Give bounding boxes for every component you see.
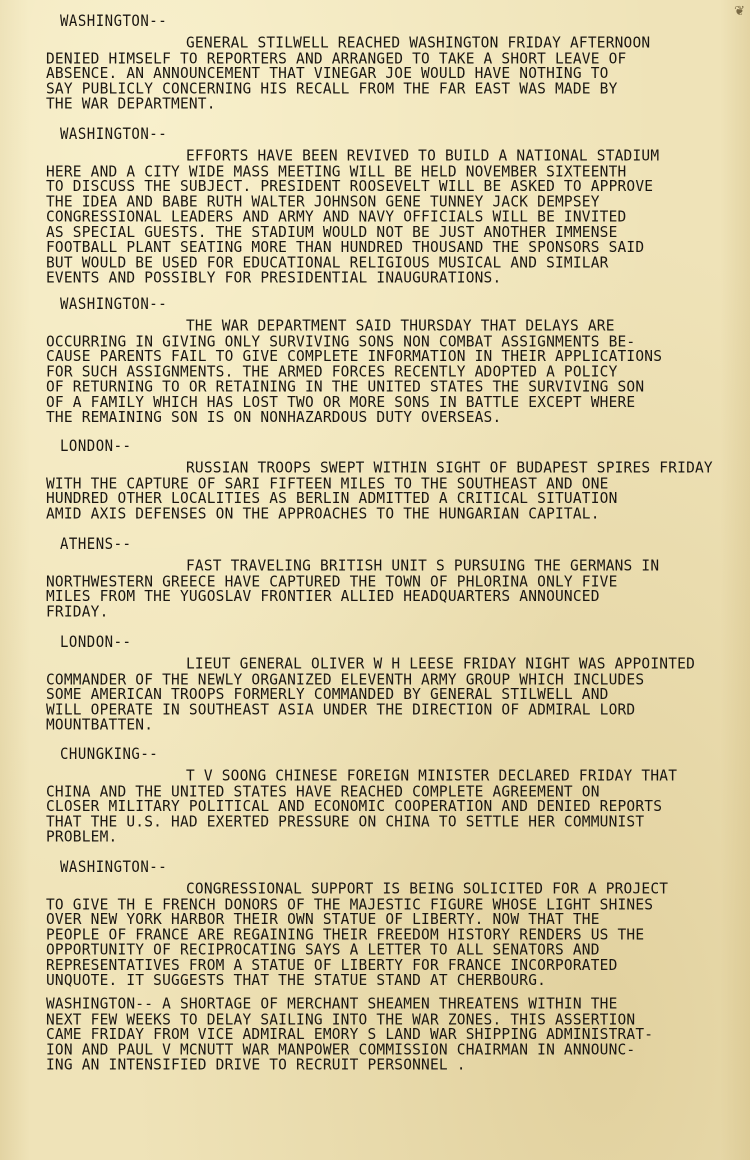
- dateline: WASHINGTON--: [60, 857, 168, 877]
- news-item: [46, 743, 736, 846]
- text-line: THE WAR DEPARTMENT SAID THURSDAY THAT DELAYS ARE: [186, 317, 615, 335]
- dateline: CHUNGKING--: [60, 745, 159, 764]
- text-line: FOOTBALL PLANT SEATING MORE THAN HUNDRED THOUSAND THE SPONSORS SAID: [46, 238, 645, 256]
- dateline: LONDON--: [60, 632, 132, 652]
- text-line: THE IDEA AND BABE RUTH WALTER JOHNSON GENE TUNNEY JACK DEMPSEY: [46, 193, 600, 210]
- text-line: OCCURRING IN GIVING ONLY SURVIVING SONS NON COMBAT ASSIGNMENTS BE-: [46, 333, 636, 350]
- text-line: OVER NEW YORK HARBOR THEIR OWN STATUE OF LIBERTY. NOW THAT THE: [46, 910, 600, 928]
- text-line: OPPORTUNITY OF RECIPROCATING SAYS A LETTER TO ALL SENATORS AND: [46, 941, 600, 959]
- dateline: WASHINGTON--: [60, 12, 168, 31]
- text-line: LIEUT GENERAL OLIVER W H LEESE FRIDAY NIGHT WAS APPOINTED: [186, 655, 695, 673]
- corner-mark: ❦: [734, 0, 744, 19]
- dateline: WASHINGTON--: [60, 124, 168, 144]
- text-line: THAT THE U.S. HAD EXERTED PRESSURE ON CHINA TO SETTLE HER COMMUNIST: [46, 813, 645, 831]
- text-line: ING AN INTENSIFIED DRIVE TO RECRUIT PERSONNEL .: [46, 1056, 466, 1074]
- text-line: CAME FRIDAY FROM VICE ADMIRAL EMORY S LAND WAR SHIPPING ADMINISTRAT-: [46, 1026, 654, 1044]
- text-line: PROBLEM.: [46, 828, 118, 846]
- news-body: [46, 461, 736, 522]
- text-line: GENERAL STILWELL REACHED WASHINGTON FRIDAY AFTERNOON: [186, 34, 651, 52]
- text-line: CAUSE PARENTS FAIL TO GIVE COMPLETE INFORMATION IN THEIR APPLICATIONS: [46, 348, 663, 366]
- dateline: WASHINGTON--: [60, 295, 168, 314]
- news-body: [46, 657, 736, 733]
- text-line: MILES FROM THE YUGOSLAV FRONTIER ALLIED HEADQUARTERS ANNOUNCED: [46, 587, 600, 605]
- text-line: ABSENCE. AN ANNOUNCEMENT THAT VINEGAR JOE WOULD HAVE NOTHING TO: [46, 65, 609, 83]
- teletype-news-sheet: [46, 10, 736, 1150]
- dateline: ATHENS--: [60, 534, 132, 554]
- text-line: TO GIVE TH E FRENCH DONORS OF THE MAJESTIC FIGURE WHOSE LIGHT SHINES: [46, 895, 654, 913]
- text-line: CHINA AND THE UNITED STATES HAVE REACHED COMPLETE AGREEMENT ON: [46, 783, 600, 800]
- news-item: [46, 293, 736, 427]
- text-line: REPRESENTATIVES FROM A STATUE OF LIBERTY FOR FRANCE INCORPORATED: [46, 956, 618, 974]
- dateline: LONDON--: [60, 436, 132, 456]
- text-line: HERE AND A CITY WIDE MASS MEETING WILL BE HELD NOVEMBER SIXTEENTH: [46, 162, 627, 180]
- news-item: [46, 10, 736, 113]
- text-line: AMID AXIS DEFENSES ON THE APPROACHES TO THE HUNGARIAN CAPITAL.: [46, 505, 600, 522]
- news-body: [46, 559, 736, 620]
- text-line: PEOPLE OF FRANCE ARE REGAINING THEIR FREEDOM HISTORY RENDERS US THE: [46, 926, 645, 943]
- text-line: OF A FAMILY WHICH HAS LOST TWO OR MORE SONS IN BATTLE EXCEPT WHERE: [46, 394, 636, 411]
- text-line: EFFORTS HAVE BEEN REVIVED TO BUILD A NATIONAL STADIUM: [186, 147, 660, 165]
- text-line: UNQUOTE. IT SUGGESTS THAT THE STATUE STAND AT CHERBOURG.: [46, 971, 547, 989]
- text-line: SAY PUBLICLY CONCERNING HIS RECALL FROM THE FAR EAST WAS MADE BY: [46, 80, 618, 98]
- text-line: BUT WOULD BE USED FOR EDUCATIONAL RELIGIOUS MUSICAL AND SIMILAR: [46, 254, 609, 271]
- text-line: CONGRESSIONAL SUPPORT IS BEING SOLICITED FOR A PROJECT: [186, 880, 669, 898]
- text-line: NEXT FEW WEEKS TO DELAY SAILING INTO THE WAR ZONES. THIS ASSERTION: [46, 1011, 636, 1028]
- text-line: FRIDAY.: [46, 603, 109, 620]
- text-line: SOME AMERICAN TROOPS FORMERLY COMMANDED BY GENERAL STILWELL AND: [46, 685, 609, 703]
- news-item: [46, 533, 736, 620]
- text-line: HUNDRED OTHER LOCALITIES AS BERLIN ADMITTED A CRITICAL SITUATION: [46, 489, 618, 507]
- news-item: [46, 123, 736, 287]
- text-line: FOR SUCH ASSIGNMENTS. THE ARMED FORCES RECENTLY ADOPTED A POLICY: [46, 363, 618, 381]
- text-line: CONGRESSIONAL LEADERS AND ARMY AND NAVY OFFICIALS WILL BE INVITED: [46, 208, 627, 226]
- text-line: TO DISCUSS THE SUBJECT. PRESIDENT ROOSEVELT WILL BE ASKED TO APPROVE: [46, 177, 654, 195]
- news-body: [46, 36, 736, 112]
- news-item: [46, 856, 736, 989]
- text-line: AS SPECIAL GUESTS. THE STADIUM WOULD NOT BE JUST ANOTHER IMMENSE: [46, 223, 618, 241]
- text-line: DENIED HIMSELF TO REPORTERS AND ARRANGED TO TAKE A SHORT LEAVE OF: [46, 50, 627, 67]
- news-body: [46, 769, 736, 845]
- text-line: OF RETURNING TO OR RETAINING IN THE UNITED STATES THE SURVIVING SON: [46, 378, 645, 396]
- news-item: [46, 435, 736, 522]
- text-line: T V SOONG CHINESE FOREIGN MINISTER DECLARED FRIDAY THAT: [186, 767, 678, 785]
- text-line: WASHINGTON-- A SHORTAGE OF MERCHANT SHEAMEN THREATENS WITHIN THE: [46, 995, 618, 1013]
- text-line: CLOSER MILITARY POLITICAL AND ECONOMIC COOPERATION AND DENIED REPORTS: [46, 798, 663, 816]
- text-line: RUSSIAN TROOPS SWEPT WITHIN SIGHT OF BUDAPEST SPIRES FRIDAY: [186, 459, 713, 477]
- text-line: NORTHWESTERN GREECE HAVE CAPTURED THE TOWN OF PHLORINA ONLY FIVE: [46, 572, 618, 590]
- text-line: WILL OPERATE IN SOUTHEAST ASIA UNDER THE DIRECTION OF ADMIRAL LORD: [46, 701, 636, 718]
- text-line: ION AND PAUL V MCNUTT WAR MANPOWER COMMISSION CHAIRMAN IN ANNOUNC-: [46, 1041, 636, 1059]
- text-line: EVENTS AND POSSIBLY FOR PRESIDENTIAL INAUGURATIONS.: [46, 269, 502, 287]
- news-body: [46, 149, 736, 286]
- news-item: [46, 631, 736, 734]
- news-body: [46, 882, 736, 989]
- text-line: THE WAR DEPARTMENT.: [46, 95, 216, 113]
- news-body: [46, 997, 736, 1073]
- text-line: WITH THE CAPTURE OF SARI FIFTEEN MILES TO THE SOUTHEAST AND ONE: [46, 474, 609, 492]
- text-line: FAST TRAVELING BRITISH UNIT S PURSUING THE GERMANS IN: [186, 557, 660, 575]
- text-line: THE REMAINING SON IS ON NONHAZARDOUS DUTY OVERSEAS.: [46, 409, 502, 427]
- text-line: MOUNTBATTEN.: [46, 716, 154, 734]
- text-line: COMMANDER OF THE NEWLY ORGANIZED ELEVENTH ARMY GROUP WHICH INCLUDES: [46, 670, 645, 688]
- news-body: [46, 319, 736, 426]
- news-item: [46, 995, 736, 1074]
